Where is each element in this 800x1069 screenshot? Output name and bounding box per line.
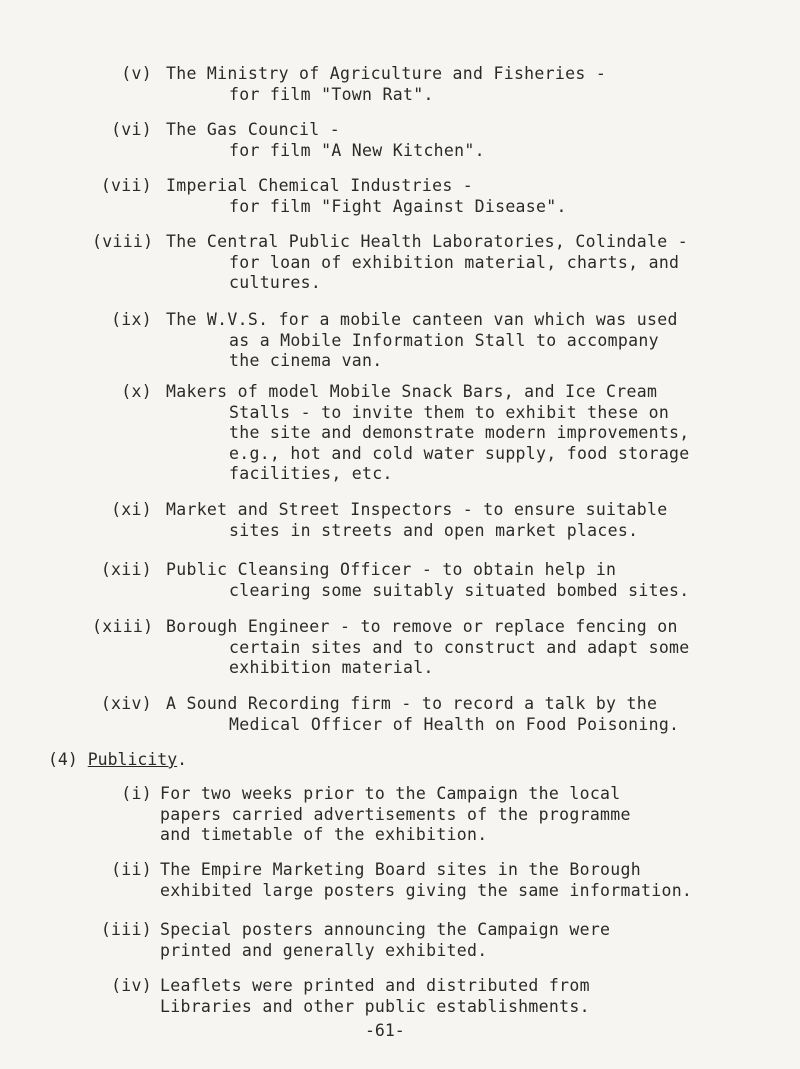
item-text <box>160 976 590 1017</box>
item-text <box>166 64 606 105</box>
text-line: Libraries and other public establishments. <box>160 996 590 1016</box>
text-line: exhibited large posters giving the same information. <box>160 880 693 900</box>
item-text <box>166 120 485 161</box>
item-number: (ix) <box>111 310 152 329</box>
text-line: for film "Town Rat". <box>229 84 434 104</box>
text-line: The Ministry of Agriculture and Fisheries - <box>166 64 607 83</box>
text-line: for loan of exhibition material, charts, and <box>229 252 680 272</box>
item-number: (vii) <box>100 176 152 195</box>
text-line: e.g., hot and cold water supply, food storage <box>229 443 690 463</box>
section-number: (4) <box>48 750 78 769</box>
text-line: facilities, etc. <box>229 464 393 483</box>
text-line: Borough Engineer - to remove or replace fencing on <box>166 617 678 636</box>
text-line: Makers of model Mobile Snack Bars, and Ice Cream <box>166 382 658 401</box>
text-line: for film "Fight Against Disease". <box>229 196 567 216</box>
text-line: the site and demonstrate modern improvements, <box>229 423 690 442</box>
text-line: cultures. <box>229 273 322 292</box>
text-line: papers carried advertisements of the programme <box>160 804 631 824</box>
text-line: Market and Street Inspectors - to ensure suitable <box>166 500 668 519</box>
item-number: (xiv) <box>100 694 152 713</box>
item-number: (xii) <box>100 560 152 579</box>
text-line: Leaflets were printed and distributed from <box>160 976 590 995</box>
page-number: -61- <box>365 1021 405 1040</box>
item-number: (ii) <box>111 860 152 879</box>
item-text <box>160 784 631 846</box>
text-line: printed and generally exhibited. <box>160 940 488 960</box>
item-number: (vi) <box>111 120 152 139</box>
text-line: For two weeks prior to the Campaign the local <box>160 784 621 803</box>
item-text <box>166 617 690 679</box>
text-line: Stalls - to invite them to exhibit these on <box>229 402 670 422</box>
text-line: clearing some suitably situated bombed sites. <box>229 580 690 600</box>
text-line: sites in streets and open market places. <box>229 520 639 540</box>
text-line: Public Cleansing Officer - to obtain help in <box>166 560 617 579</box>
section-heading: (4) Publicity. <box>48 750 188 769</box>
item-text <box>160 920 610 961</box>
text-line: exhibition material. <box>229 658 434 677</box>
text-line: Imperial Chemical Industries - <box>166 176 474 195</box>
text-line: Medical Officer of Health on Food Poisoning. <box>229 714 680 734</box>
item-text <box>160 860 692 901</box>
text-line: Special posters announcing the Campaign were <box>160 920 611 939</box>
text-line: for film "A New Kitchen". <box>229 140 485 160</box>
item-number: (i) <box>121 784 152 803</box>
item-text <box>166 176 567 217</box>
item-number: (xiii) <box>92 617 154 636</box>
text-line: the cinema van. <box>229 351 383 370</box>
text-line: The W.V.S. for a mobile canteen van which was used <box>166 310 678 329</box>
item-text <box>166 500 667 541</box>
section-title: Publicity <box>87 750 178 769</box>
item-text <box>166 694 679 735</box>
item-number: (v) <box>121 64 152 83</box>
item-number: (viii) <box>92 232 154 251</box>
text-line: certain sites and to construct and adapt some <box>229 637 690 657</box>
text-line: as a Mobile Information Stall to accompany <box>229 330 659 350</box>
item-number: (x) <box>121 382 152 401</box>
item-text <box>166 560 690 601</box>
item-text <box>166 232 688 294</box>
item-text <box>166 382 690 485</box>
item-number: (xi) <box>111 500 152 519</box>
text-line: A Sound Recording firm - to record a talk by the <box>166 694 658 713</box>
text-line: and timetable of the exhibition. <box>160 825 488 844</box>
text-line: The Empire Marketing Board sites in the Borough <box>160 860 641 879</box>
item-text <box>166 310 678 372</box>
text-line: The Central Public Health Laboratories, Colindale - <box>166 232 688 251</box>
item-number: (iii) <box>100 920 152 939</box>
text-line: The Gas Council - <box>166 120 340 139</box>
item-number: (iv) <box>111 976 152 995</box>
